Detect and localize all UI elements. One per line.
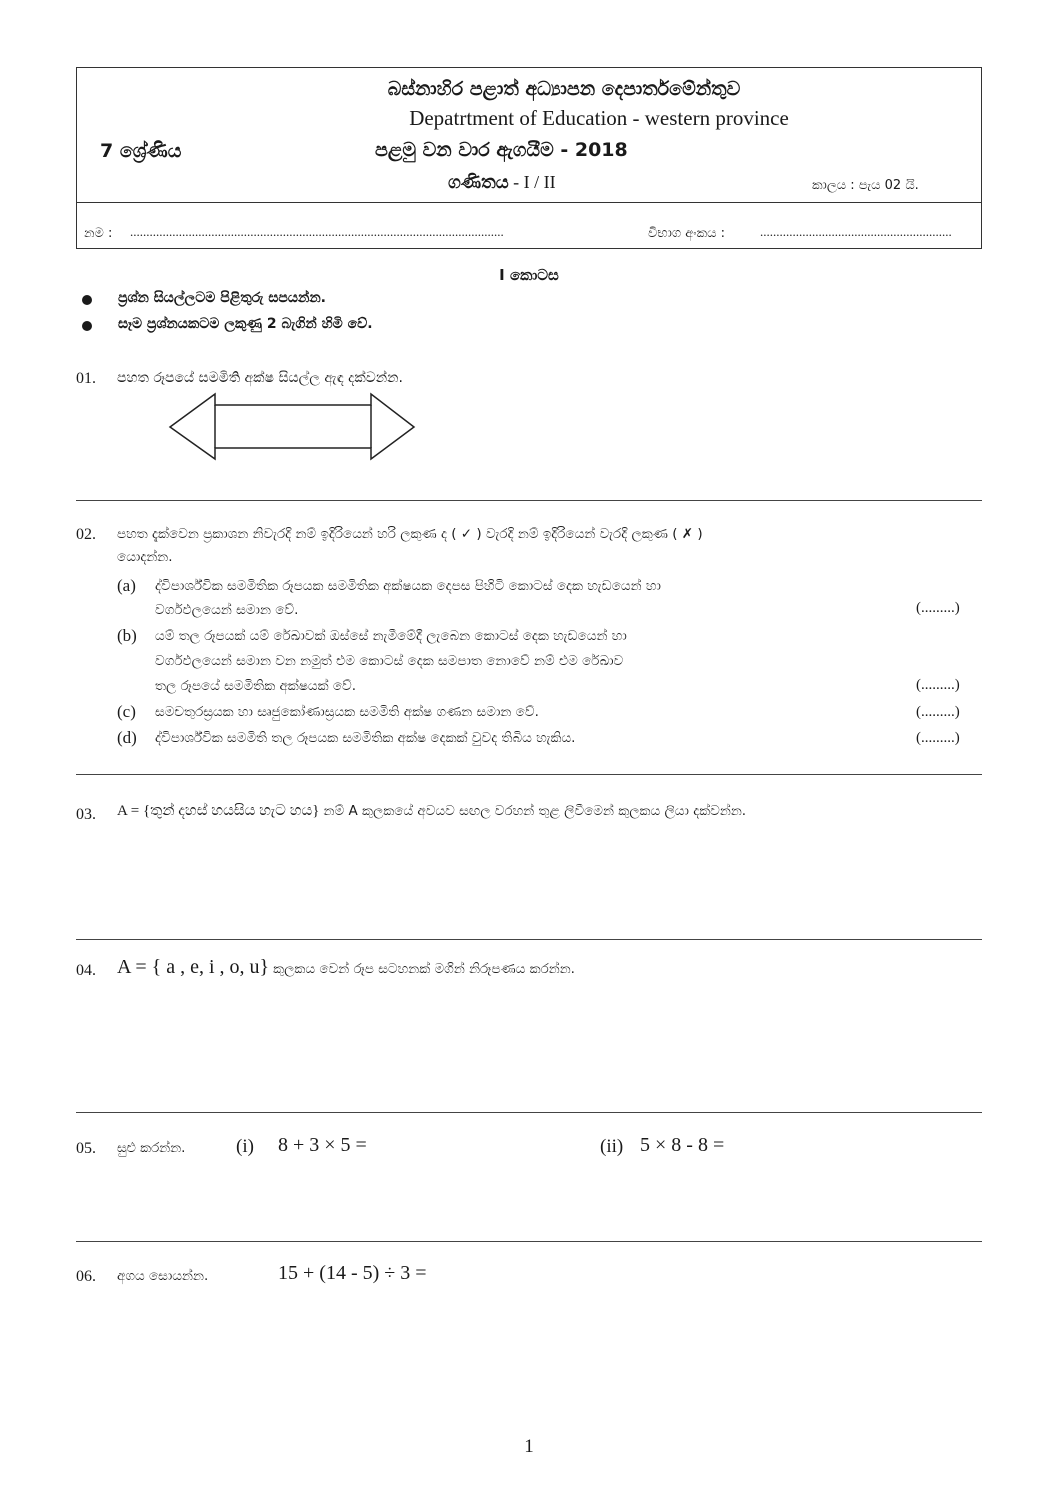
expression-ii: 5 × 8 - 8 = (640, 1134, 725, 1156)
paper-label: - I / II (513, 172, 556, 192)
item-text: ද්විපාර්ශ්වික සමමිති තල රූපයක සමමිතික අක්ෂ දෙකක් වුවද තිබිය හැකිය. (155, 730, 576, 746)
index-field[interactable]: ........................................................... (760, 224, 952, 239)
item-label: (c) (117, 702, 136, 721)
question-text: පහත දැක්වෙන ප්‍රකාශන නිවැරදි නම් ඉදිරියෙන් හරි ලකුණ ද ( ✓ ) වැරදි නම් ඉදිරියෙන් වැරදි ලකුණ ( ✗ ) (117, 526, 703, 542)
department-english: Depatrtment of Education - western province (409, 106, 789, 130)
part-i-label: (i) (236, 1136, 254, 1157)
set-definition: A = { a , e, i , o, u} (117, 956, 270, 978)
question-number: 05. (76, 1140, 96, 1157)
item-text: තල රූපයේ සමමිතික අක්ෂයක් වේ. (155, 678, 357, 694)
subject-line (448, 172, 556, 193)
question-text: සුළු කරන්න. (117, 1140, 186, 1156)
index-label: විභාග අංකය : (648, 226, 726, 241)
answer-blank[interactable]: (.........) (916, 704, 960, 720)
item-text: වර්ගඵලයෙන් සමාන වේ. (155, 602, 299, 618)
question-number: 01. (76, 370, 96, 387)
question-text: අගය සොයන්න. (117, 1268, 209, 1284)
question-number: 02. (76, 526, 96, 543)
section-title: I කොටස (499, 266, 559, 284)
answer-blank[interactable]: (.........) (916, 677, 960, 693)
answer-blank[interactable]: (.........) (916, 730, 960, 746)
time-label: කාලය : පැය 02 යි. (812, 178, 919, 193)
divider (76, 774, 982, 775)
item-text: වර්ගඵලයෙන් සමාන වන නමුත් එම කොටස් දෙක සමපාත නොවේ නම් එම රේඛාව (155, 653, 624, 669)
name-label: නම : (84, 226, 113, 241)
question-line (117, 956, 575, 979)
item-text: යම් තල රූපයක් යම් රේඛාවක් ඔස්සේ නැමීමේදී ලැබෙන කොටස් දෙක හැඩයෙන් හා (155, 628, 627, 644)
divider (76, 1112, 982, 1113)
instruction-2: සෑම ප්‍රශ්නයකටම ලකුණු 2 බැගින් හිමි වේ. (118, 316, 373, 332)
answer-blank[interactable]: (.........) (916, 600, 960, 616)
bullet-icon (82, 321, 92, 331)
question-number: 06. (76, 1268, 96, 1285)
question-text: කුලකය වෙන් රූප සටහනක් මගින් නිරූපණය කරන්න. (273, 961, 575, 977)
question-number: 03. (76, 806, 96, 823)
exam-title: පළමු වන වාර ඇගයීම - 2018 (375, 139, 628, 161)
item-label: (a) (117, 576, 136, 595)
subject-label: ගණිතය (448, 172, 509, 193)
question-text: යොදන්න. (117, 549, 173, 565)
item-text: ද්විපාර්ශ්වික සමමිතික රූපයක සමමිතික අක්ෂයක දෙපස පිහිටි කොටස් දෙක හැඩයෙන් හා (155, 578, 661, 594)
part-ii-label: (ii) (600, 1136, 624, 1157)
set-definition: A = {තුන් දහස් හයසිය හැට හය} (117, 803, 320, 819)
instruction-1: ප්‍රශ්න සියල්ලටම පිළිතුරු සපයන්න. (118, 290, 327, 306)
question-text: නම් A කුලකයේ අවයව සඟල වරහන් තුළ ලිවීමෙන් කුලකය ලියා දක්වන්න. (323, 803, 747, 819)
divider (76, 500, 982, 501)
expression-i: 8 + 3 × 5 = (278, 1134, 367, 1156)
double-arrow-figure (168, 392, 418, 462)
question-text: පහත රූපයේ සමමිති අක්ෂ සියල්ල ඇඳ දක්වන්න. (117, 370, 403, 386)
page-number: 1 (524, 1436, 534, 1457)
department-sinhala: බස්නාහිර පළාත් අධ්‍යාපන දෙපාර්තමේන්තුව (387, 78, 741, 100)
bullet-icon (82, 295, 92, 305)
name-field[interactable]: ................................................................................................................... (130, 224, 504, 239)
grade-label: 7 ශ්‍රේණිය (100, 140, 182, 162)
expression: 15 + (14 - 5) ÷ 3 = (278, 1262, 427, 1284)
item-label: (b) (117, 626, 137, 645)
divider (76, 1241, 982, 1242)
question-number: 04. (76, 962, 96, 979)
divider (76, 939, 982, 940)
item-text: සමචතුරස්‍රයක හා සෘජුකෝණාස්‍රයක සමමිති අක්ෂ ගණන සමාන වේ. (155, 704, 539, 720)
question-line (117, 802, 746, 820)
item-label: (d) (117, 728, 137, 747)
header-divider (77, 202, 981, 203)
